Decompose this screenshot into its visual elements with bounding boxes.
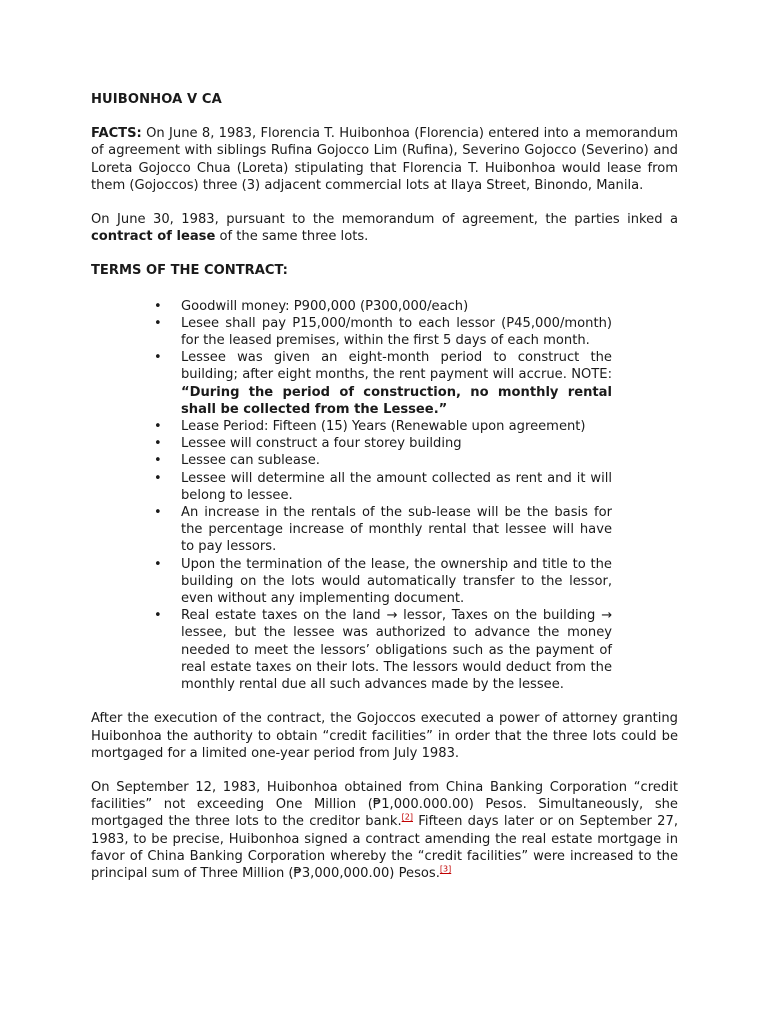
lease-text-before: On June 30, 1983, pursuant to the memorandum of agreement, the parties inked a (91, 212, 678, 228)
lease-paragraph (91, 211, 678, 245)
facts-text: On June 8, 1983, Florencia T. Huibonhoa (Florencia) entered into a memorandum of agreement with siblings Rufina Gojocco Lim (Rufina), Severino Gojocco (Severino) and Loreta Gojocco Chua (Loreta) stipulating that Florencia T. Huibonhoa would lease from them (Gojoccos) three (3) adjacent commercial lots at Ilaya Street, Binondo, Manila. (91, 126, 678, 193)
document-page (91, 91, 678, 899)
footnote-link-2[interactable]: [2] (401, 812, 414, 822)
credit-text-part1: On September 12, 1983, Huibonhoa obtained from China Banking Corporation “credit facilities” not exceeding One Million (₱1,000.000.00) Pesos. Simultaneously, she mortgaged the three lots to the creditor bank. (91, 779, 678, 830)
list-item: • Lessee will construct a four storey building (154, 435, 612, 452)
term-construction-note: “During the period of construction, no monthly rental shall be collected from the Lessee.” (181, 384, 612, 417)
facts-paragraph (91, 125, 678, 194)
list-item: • Real estate taxes on the land → lessor, Taxes on the building → lessee, but the lessee was authorized to advance the money needed to meet the lessors’ obligations such as the payment of real estate taxes on their lots. The lessors would deduct from the monthly rental due all such advances made by the lessee. (154, 607, 612, 693)
lease-text-after: of the same three lots. (215, 229, 369, 245)
terms-heading: TERMS OF THE CONTRACT: (91, 263, 288, 279)
list-item: • An increase in the rentals of the sub-lease will be the basis for the percentage increase of monthly rental that lessee will have to pay lessors. (154, 504, 612, 556)
credit-text-part2: Fifteen days later or on September 27, 1983, to be precise, Huibonhoa signed a contract amending the real estate mortgage in favor of China Banking Corporation whereby the “credit facilities” were increased to the principal sum of Three Million (₱3,000,000.00) Pesos. (91, 814, 678, 881)
list-item: • Goodwill money: P900,000 (P300,000/each) (154, 298, 612, 315)
terms-list (154, 298, 612, 694)
list-item: • Lessee can sublease. (154, 452, 612, 469)
case-title: HUIBONHOA V CA (91, 92, 222, 107)
footnote-link-3[interactable]: [3] (439, 864, 452, 874)
list-item: • Upon the termination of the lease, the ownership and title to the building on the lots would automatically transfer to the lessor, even without any implementing document. (154, 556, 612, 608)
term-construction-text: Lessee was given an eight-month period to construct the building; after eight months, the rent payment will accrue. NOTE: (181, 350, 612, 383)
list-item (154, 349, 612, 418)
facts-label: FACTS: (91, 126, 142, 142)
credit-facilities-paragraph (91, 779, 678, 882)
list-item: • Lessee will determine all the amount collected as rent and it will belong to lessee. (154, 470, 612, 504)
power-of-attorney-paragraph: After the execution of the contract, the Gojoccos executed a power of attorney granting Huibonhoa the authority to obtain “credit facilities” in order that the three lots could be mortgaged for a limited one-year period from July 1983. (91, 711, 678, 761)
contract-of-lease-bold: contract of lease (91, 229, 216, 245)
list-item: • Lease Period: Fifteen (15) Years (Renewable upon agreement) (154, 418, 612, 435)
list-item: • Lesee shall pay P15,000/month to each lessor (P45,000/month) for the leased premises, within the first 5 days of each month. (154, 315, 612, 349)
